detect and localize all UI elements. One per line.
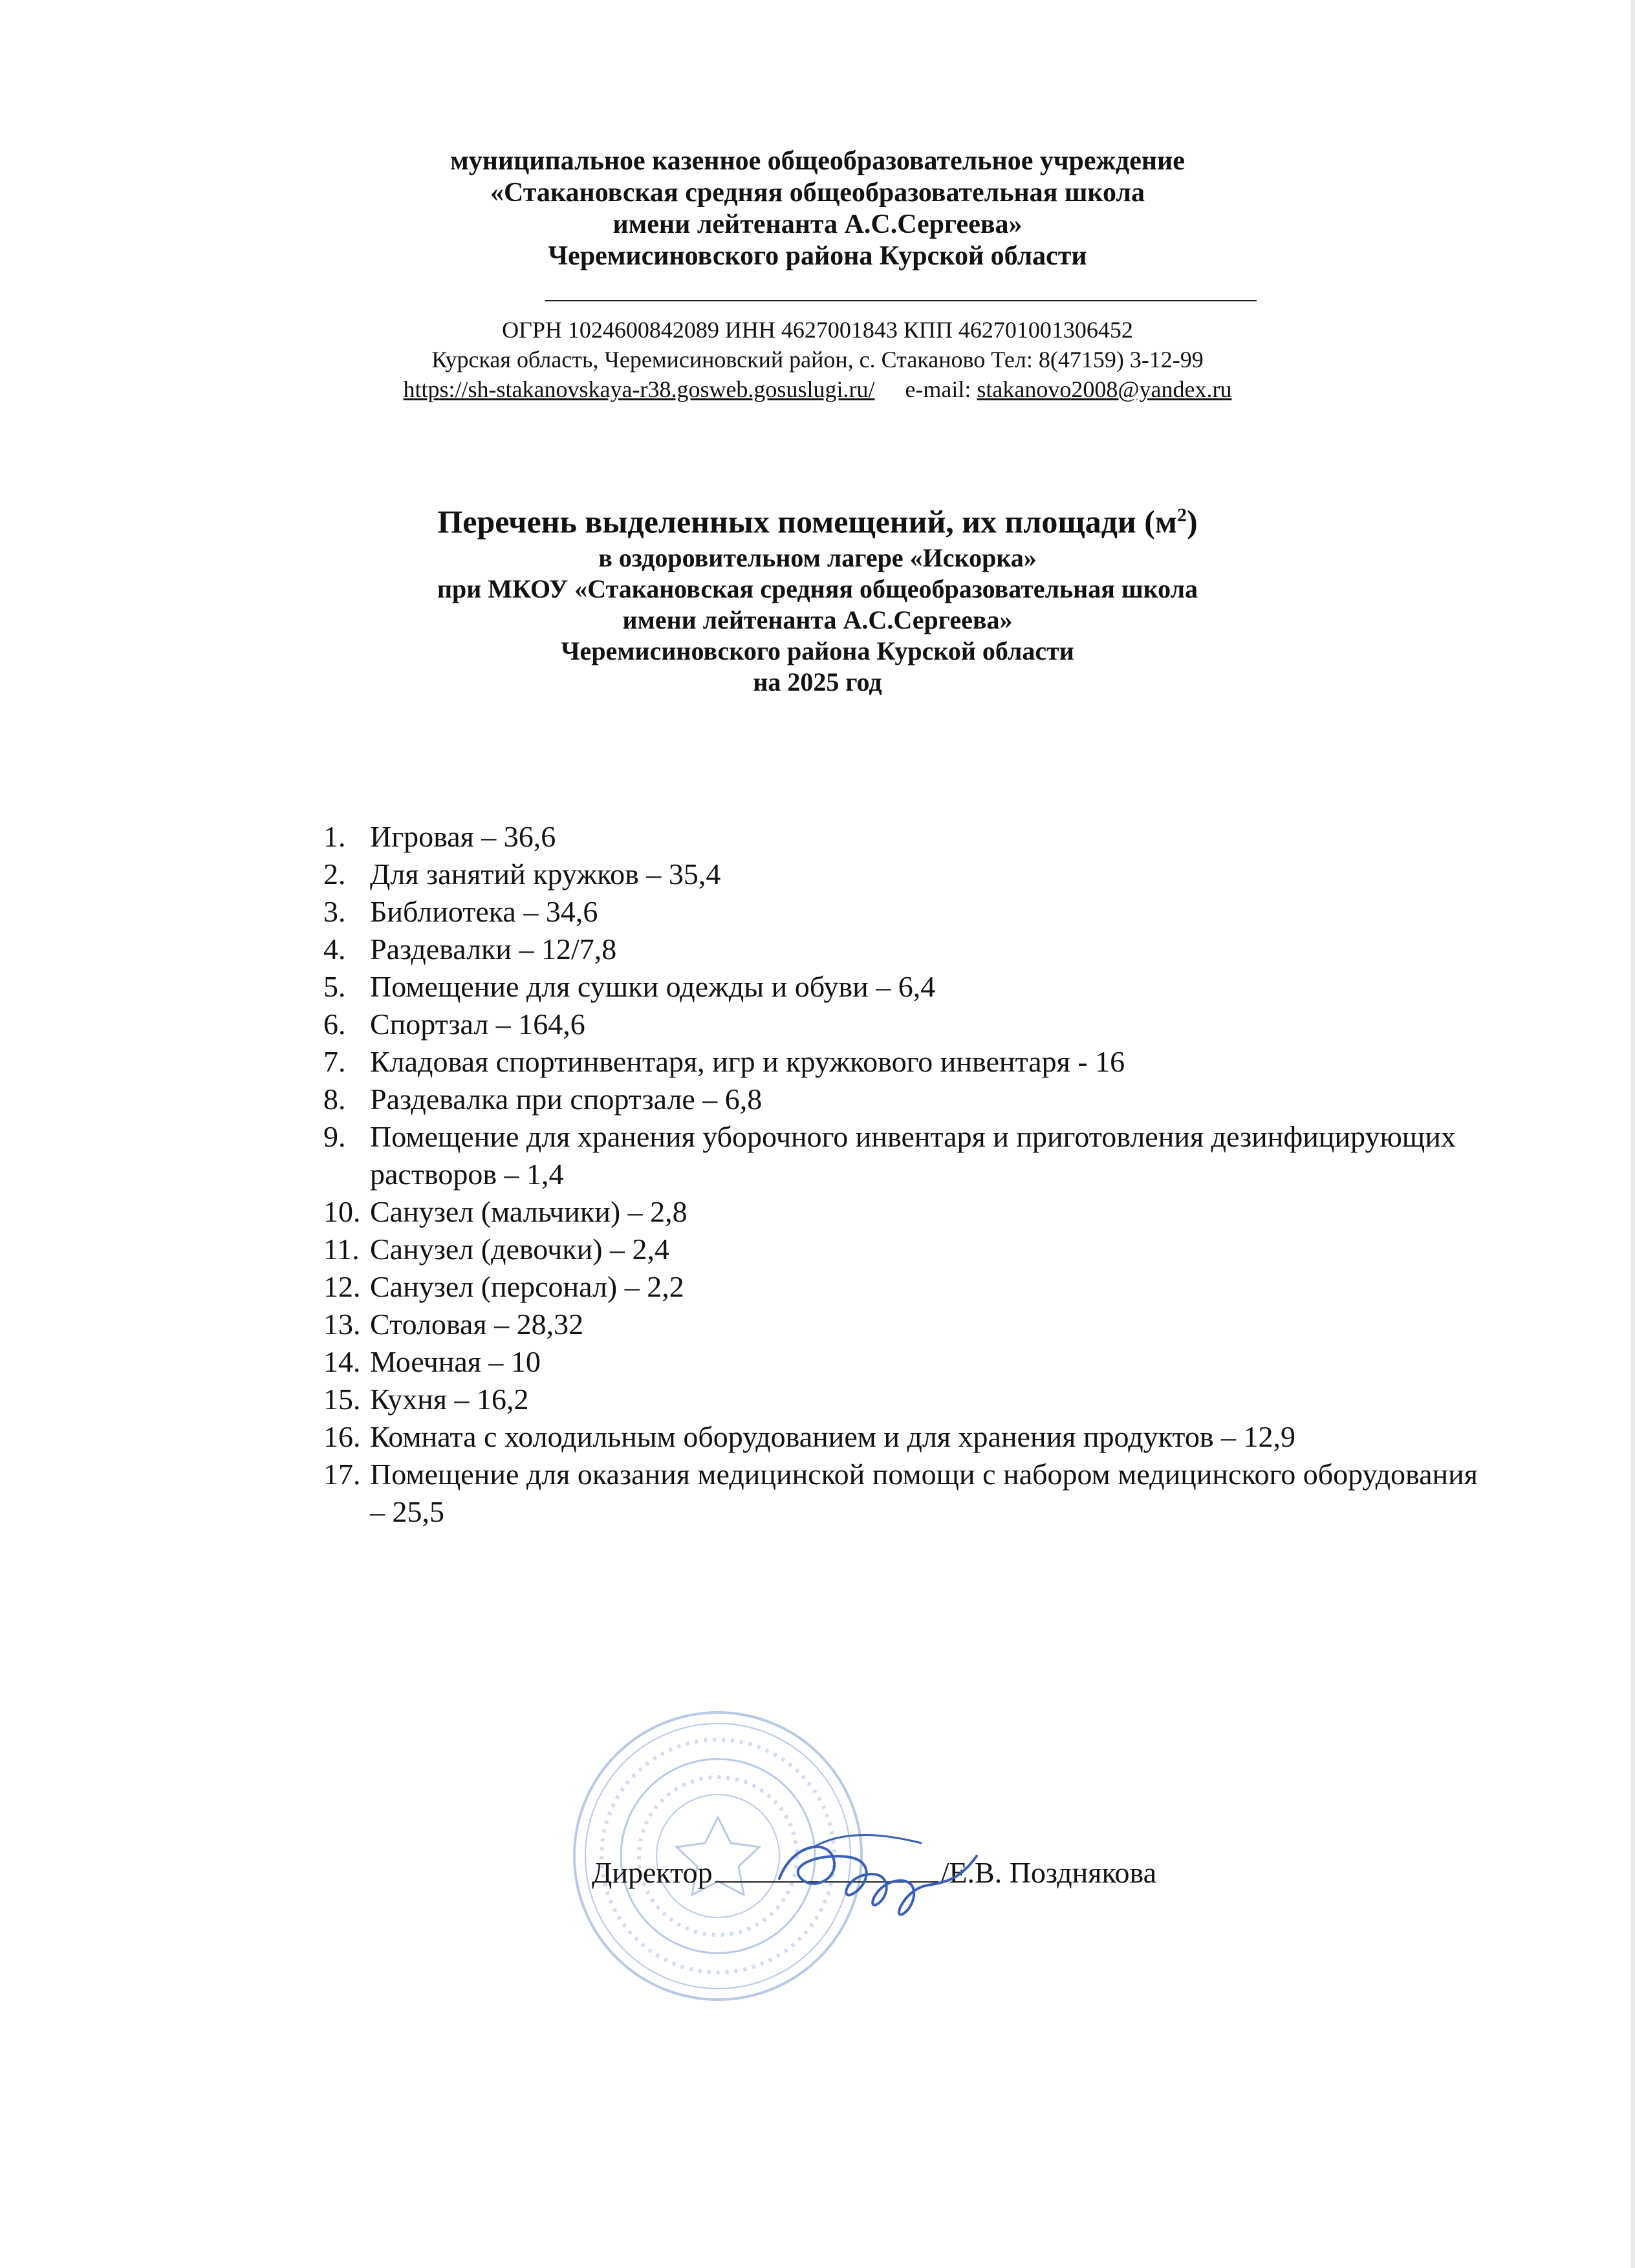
title-main: Перечень выделенных помещений, их площади $(м^2)$ bbox=[437, 503, 1198, 540]
list-item: 3. Библиотека – 34,6 bbox=[323, 895, 598, 928]
list-item: 11. Санузел (девочки) – 2,4 bbox=[323, 1233, 670, 1266]
title-camp: в оздоровительном лагере «Искорка» bbox=[598, 543, 1037, 572]
handwritten-signature bbox=[753, 1817, 993, 1927]
header-divider bbox=[545, 300, 1257, 301]
org-address: Курская область, Черемисиновский район, с. Стаканово Тел: 8(47159) 3-12-99 bbox=[431, 347, 1204, 373]
list-item: 15. Кухня – 16,2 bbox=[323, 1383, 529, 1416]
list-item: 14. Моечная – 10 bbox=[323, 1345, 541, 1378]
org-type: муниципальное казенное общеобразовательное учреждение bbox=[450, 146, 1185, 176]
list-item: 10. Санузел (мальчики) – 2,8 bbox=[323, 1195, 688, 1228]
org-contacts bbox=[0, 315, 1635, 404]
list-item: 5. Помещение для сушки одежды и обуви – 6,4 bbox=[323, 970, 936, 1003]
scan-edge bbox=[1631, 0, 1635, 2268]
list-item: 6. Спортзал – 164,6 bbox=[323, 1008, 585, 1041]
email-label: e-mail: bbox=[905, 376, 971, 402]
title-school: при МКОУ «Стакановская средняя общеобразовательная школа bbox=[437, 574, 1198, 603]
list-item: 9. Помещение для хранения уборочного инвентаря и приготовления дезинфицирующих растворов – 1,4 bbox=[323, 1120, 1456, 1191]
list-item: 13. Столовая – 28,32 bbox=[323, 1308, 584, 1341]
list-item: 4. Раздевалки – 12/7,8 bbox=[323, 933, 617, 966]
list-item: 1. Игровая – 36,6 bbox=[323, 820, 556, 853]
document-title bbox=[0, 495, 1635, 698]
org-name-cont: имени лейтенанта А.С.Сергеева» bbox=[612, 210, 1023, 239]
list-item: 2. Для занятий кружков – 35,4 bbox=[323, 858, 721, 891]
org-name: «Стакановская средняя общеобразовательная школа bbox=[490, 178, 1145, 208]
org-web-line bbox=[0, 374, 1635, 404]
signatory-role: Директор bbox=[592, 1856, 713, 1889]
website-link[interactable]: https://sh-stakanovskaya-r38.gosweb.gosuslugi.ru/ bbox=[403, 376, 875, 402]
list-item: 8. Раздевалка при спортзале – 6,8 bbox=[323, 1083, 763, 1116]
rooms-list bbox=[323, 818, 1488, 1531]
list-item: 17. Помещение для оказания медицинской помощи с набором медицинского оборудования – 25,5 bbox=[323, 1458, 1478, 1528]
list-item: 7. Кладовая спортинвентаря, игр и кружкового инвентаря - 16 bbox=[323, 1045, 1125, 1078]
list-item: 16. Комната с холодильным оборудованием и для хранения продуктов – 12,9 bbox=[323, 1420, 1296, 1453]
superscript: 2 bbox=[1176, 504, 1187, 526]
list-item: 12. Санузел (персонал) – 2,2 bbox=[323, 1270, 684, 1303]
org-region: Черемисиновского района Курской области bbox=[548, 241, 1087, 271]
title-school-cont: имени лейтенанта А.С.Сергеева» bbox=[622, 605, 1013, 634]
title-region: Черемисиновского района Курской области bbox=[561, 636, 1074, 665]
org-ids: ОГРН 1024600842089 ИНН 4627001843 КПП 462701001306452 bbox=[502, 317, 1133, 343]
org-header bbox=[0, 146, 1635, 272]
title-year: на 2025 год bbox=[753, 667, 882, 697]
email-link[interactable]: stakanovo2008@yandex.ru bbox=[977, 376, 1232, 402]
signatory-name: /Е.В. Позднякова bbox=[940, 1856, 1156, 1889]
